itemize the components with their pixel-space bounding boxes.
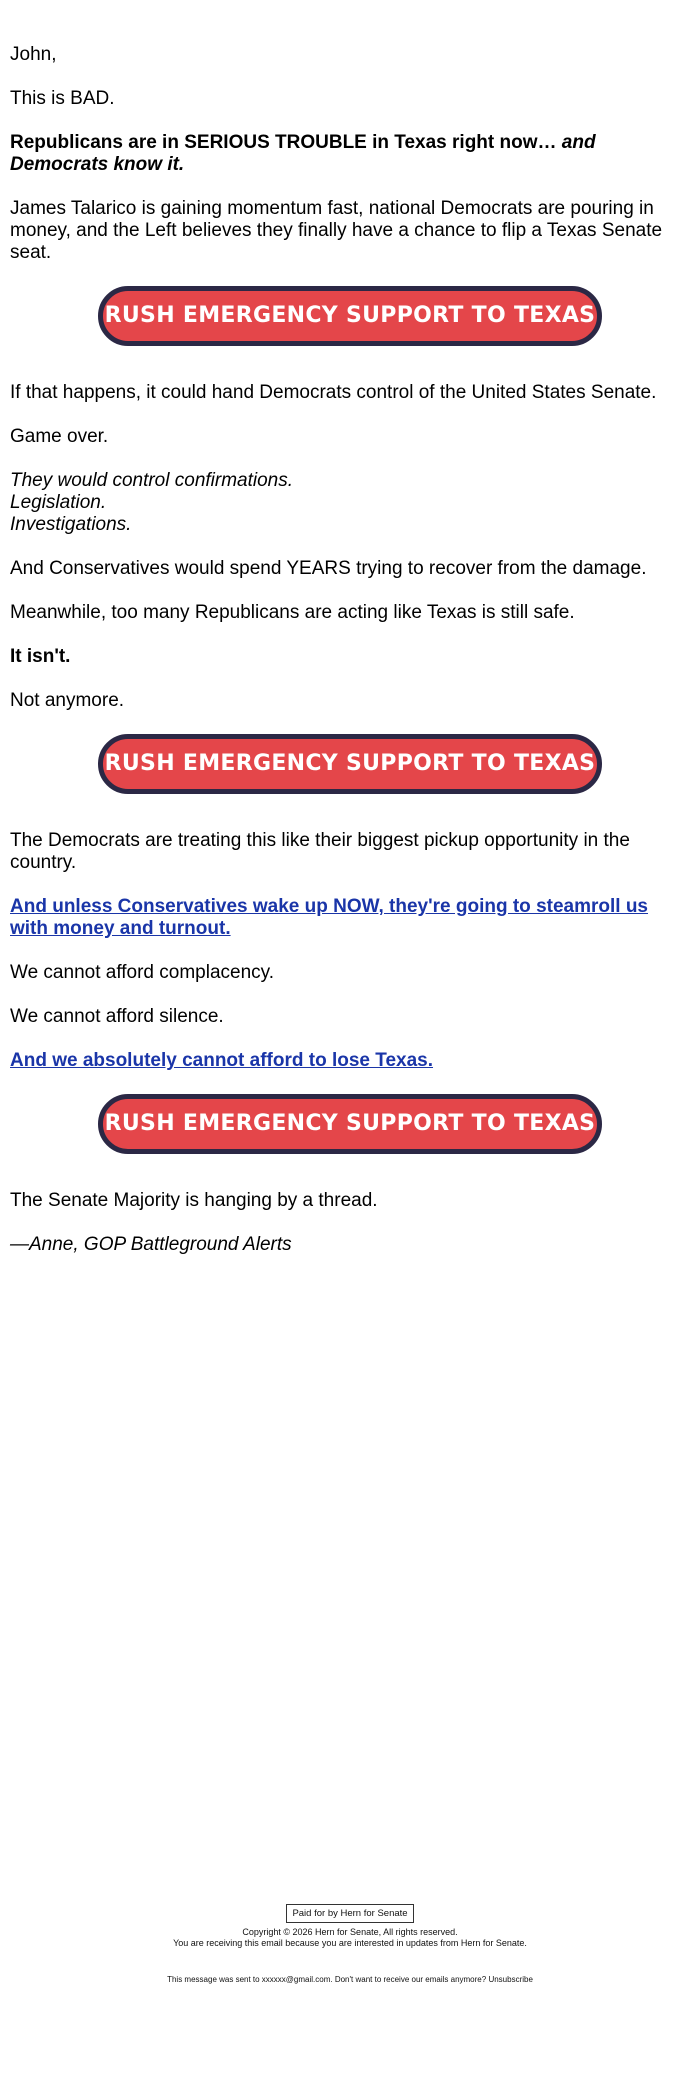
- paragraph-years: And Conservatives would spend YEARS trying to recover from the damage.: [10, 558, 647, 579]
- paragraph-silence: We cannot afford silence.: [10, 1006, 224, 1027]
- optout-line: [0, 1974, 700, 1985]
- paragraph-link-lose-texas: [10, 1050, 690, 1072]
- serious-trouble-text: Republicans are in SERIOUS TROUBLE in Texas right now…: [10, 132, 557, 153]
- cta-container-2: [10, 734, 690, 794]
- paragraph-complacency: We cannot afford complacency.: [10, 962, 275, 983]
- paid-for-disclaimer: Paid for by Hern for Senate: [286, 1904, 413, 1923]
- paragraph-senate-control: If that happens, it could hand Democrats control of the United States Senate.: [10, 382, 657, 403]
- rush-support-button-2[interactable]: RUSH EMERGENCY SUPPORT TO TEXAS: [98, 734, 602, 794]
- cta-container-3: [10, 1094, 690, 1154]
- paragraph-talarico: James Talarico is gaining momentum fast, national Democrats are pouring in money, and the Left believes they finally have a chance to flip a Texas Senate seat.: [10, 198, 663, 263]
- copyright-text: Copyright © 2026 Hern for Senate, All rights reserved.: [242, 1927, 458, 1937]
- lose-texas-link[interactable]: And we absolutely cannot afford to lose Texas.: [10, 1050, 434, 1071]
- rush-support-button-1[interactable]: RUSH EMERGENCY SUPPORT TO TEXAS: [98, 286, 602, 346]
- paragraph-confirmations: [10, 470, 690, 536]
- optout-text: This message was sent to xxxxxx@gmail.com. Don't want to receive our emails anymore?: [167, 1975, 487, 1984]
- paragraph-game-over: Game over.: [10, 426, 109, 447]
- unsubscribe-link[interactable]: Unsubscribe: [488, 1975, 533, 1984]
- paragraph-hanging-thread: The Senate Majority is hanging by a thread.: [10, 1190, 378, 1211]
- email-body: [10, 44, 690, 1278]
- greeting: John,: [10, 44, 57, 65]
- email-footer: [0, 1904, 700, 1985]
- line-investigations: Investigations.: [10, 514, 132, 535]
- paragraph-meanwhile: Meanwhile, too many Republicans are acting like Texas is still safe.: [10, 602, 575, 623]
- steamroll-link[interactable]: And unless Conservatives wake up NOW, they're going to steamroll us with money and turnout.: [10, 896, 649, 939]
- paragraph-bad: This is BAD.: [10, 88, 115, 109]
- paragraph-not-anymore: Not anymore.: [10, 690, 125, 711]
- signature: —Anne, GOP Battleground Alerts: [10, 1234, 292, 1255]
- line-legislation: Legislation.: [10, 492, 107, 513]
- paragraph-it-isnt: It isn't.: [10, 646, 71, 667]
- paragraph-serious-trouble: [10, 132, 690, 176]
- democrats-know-text: and Democrats know it.: [10, 132, 596, 175]
- line-confirmations: They would control confirmations.: [10, 470, 294, 491]
- cta-container-1: [10, 286, 690, 346]
- rush-support-button-3[interactable]: RUSH EMERGENCY SUPPORT TO TEXAS: [98, 1094, 602, 1154]
- paragraph-link-steamroll: [10, 896, 690, 940]
- subscription-reason: You are receiving this email because you are interested in updates from Hern for Senate.: [173, 1938, 527, 1948]
- paragraph-pickup: The Democrats are treating this like their biggest pickup opportunity in the country.: [10, 830, 630, 873]
